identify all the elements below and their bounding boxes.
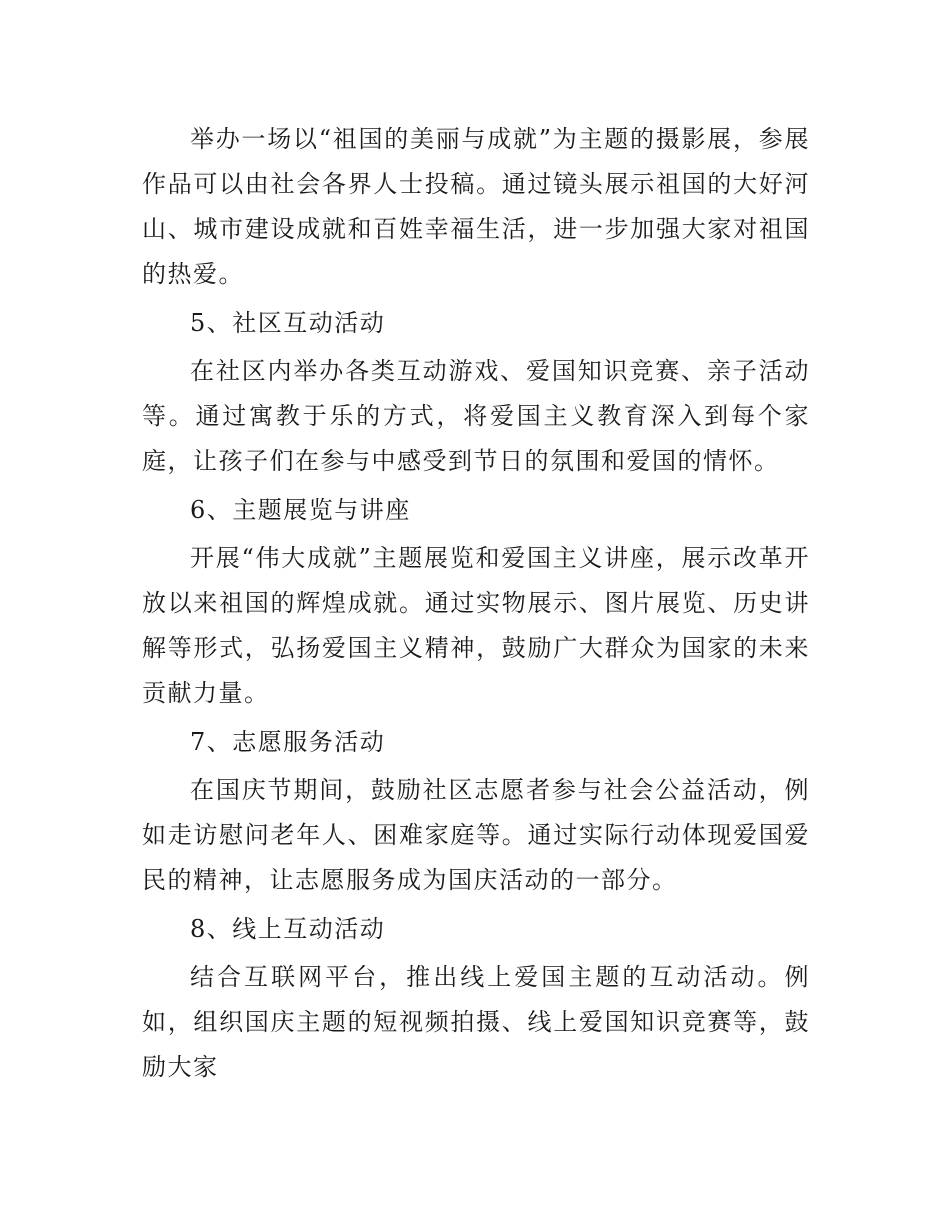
heading-theme-exhibition-lecture: 6、主题展览与讲座 (190, 496, 411, 524)
heading-online-activities: 8、线上互动活动 (190, 915, 386, 943)
paragraph-photo-exhibition: 举办一场以“祖国的美丽与成就”为主题的摄影展，参展作品可以由社会各界人士投稿。通过镜头展示祖国的大好河山、城市建设成就和百姓幸福生活，进一步加强大家对祖国的热爱。 (142, 125, 810, 288)
heading-volunteer-service: 7、志愿服务活动 (190, 728, 386, 756)
paragraph-community-activities: 在社区内举办各类互动游戏、爱国知识竞赛、亲子活动等。通过寓教于乐的方式，将爱国主义教育深入到每个家庭，让孩子们在参与中感受到节日的氛围和爱国的情怀。 (142, 357, 810, 475)
heading-community-activities: 5、社区互动活动 (190, 309, 386, 337)
paragraph-theme-exhibition-lecture: 开展“伟大成就”主题展览和爱国主义讲座，展示改革开放以来祖国的辉煌成就。通过实物展示、图片展览、历史讲解等形式，弘扬爱国主义精神，鼓励广大群众为国家的未来贡献力量。 (142, 544, 810, 707)
paragraph-online-activities: 结合互联网平台，推出线上爱国主题的互动活动。例如，组织国庆主题的短视频拍摄、线上爱国知识竞赛等，鼓励大家 (142, 963, 810, 1081)
paragraph-volunteer-service: 在国庆节期间，鼓励社区志愿者参与社会公益活动，例如走访慰问老年人、困难家庭等。通过实际行动体现爱国爱民的精神，让志愿服务成为国庆活动的一部分。 (142, 776, 810, 894)
document-body (142, 117, 810, 1090)
